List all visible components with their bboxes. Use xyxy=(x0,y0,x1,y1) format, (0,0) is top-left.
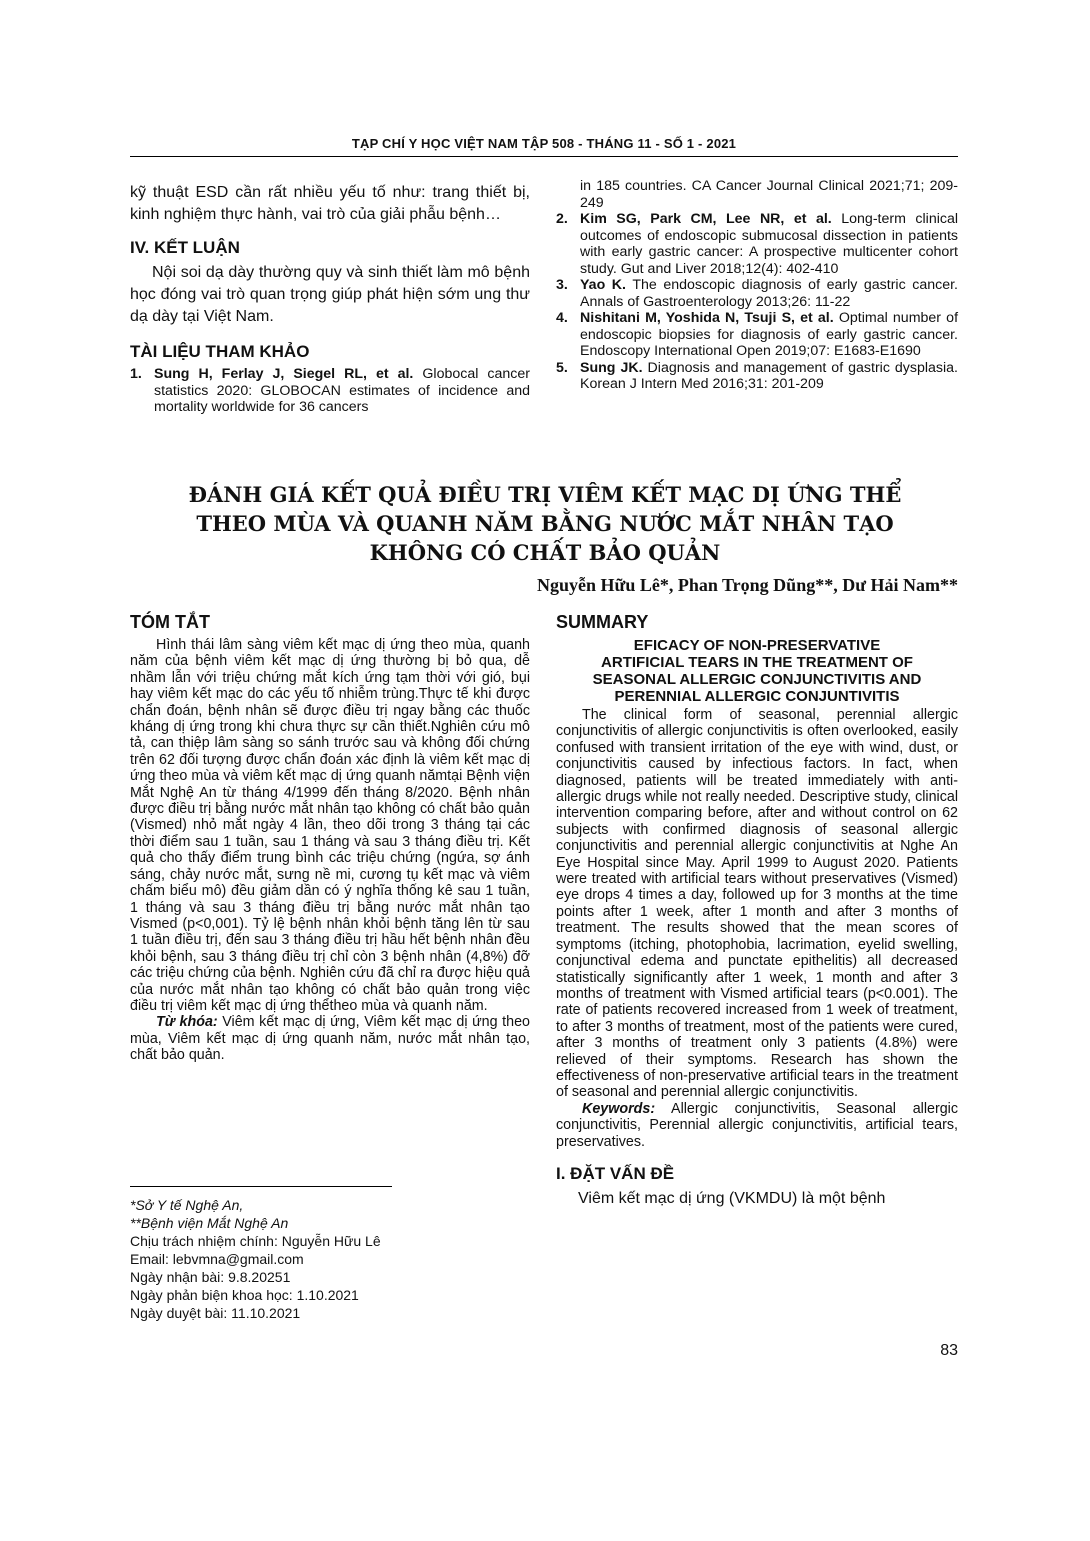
reference-number: 3. xyxy=(556,277,568,293)
summary-title-line: ARTIFICIAL TEARS IN THE TREATMENT OF xyxy=(601,654,913,671)
reference-number: 1. xyxy=(130,366,142,382)
reference-number: 5. xyxy=(556,359,568,376)
summary-heading: SUMMARY xyxy=(556,612,649,632)
prev-article-intro-text: kỹ thuật ESD cần rất nhiều yếu tố như: trang thiết bị, kinh nghiệm thực hành, vai trò của giải phẫu bệnh… xyxy=(130,184,530,223)
conclusion-text: Nội soi dạ dày thường quy và sinh thiết làm mô bệnh học đóng vai trò quan trọng giúp phát hiện sớm ung thư dạ dày tại Việt Nam. xyxy=(130,264,530,325)
keywords-label: Keywords: xyxy=(582,1100,656,1117)
reference-text: Globocal cancer statistics 2020: GLOBOCAN estimates of incidence and mortality worldwide for 36 cancers xyxy=(154,366,530,415)
abstract-vi-keywords xyxy=(130,1014,530,1063)
abstract-vi-heading: TÓM TẮT xyxy=(130,612,210,632)
date-received: Ngày nhận bài: 9.8.20251 xyxy=(130,1269,291,1285)
reference-continuation: in 185 countries. CA Cancer Journal Clinical 2021;71; 209-249 xyxy=(580,178,958,211)
reference-item xyxy=(556,360,958,393)
reference-list-left xyxy=(130,366,530,416)
summary-title-line: PERENNIAL ALLERGIC CONJUNTIVITIS xyxy=(614,688,900,705)
reference-authors: Kim SG, Park CM, Lee NR, et al. xyxy=(580,211,832,227)
summary-text: The clinical form of seasonal, perennial allergic conjunctivitis of allergic conjunctivitis is often overlooked, easily confused with transient irritation of the eye with wind, dust, or conjunctivitis caused by infectious factors. In fact, when diagnosed, patients will be treated immediately with anti-allergic drugs while not really needed. Descriptive study, clinical intervention comparing before, after and without control on 62 subjects with confirmed diagnosis of seasonal allergic conjunctivitis and perennial allergic conjunctivitis at Nghe An Eye Hospital since May. April 1999 to August 2020. Patients were treated with artificial tears without preservatives (Vismed) eye drops 4 times a day, followed up for 3 months at the time points after 1 week, after 1 month and after 3 months of treatment. The results showed that the mean scores of symptoms (itching, photophobia, lacrimation, eyelid swelling, conjunctival edema and punctate epithelitis) all decreased statistically significantly after 1 week, 1 month and after 3 months of treatment with Vismed artificial tears (p<0.001). The rate of patients recovered increased from 1 week of treatment, to after 3 months of treatment, most of the patients were cured, after 3 months of treatment only 3 patients (4.8%) were relieved of their symptoms. Research has shown the effectiveness of non-preservative artificial tears in the treatment of seasonal and perennial allergic conjunctivitis. xyxy=(556,707,958,1101)
reference-text: The endoscopic diagnosis of early gastric cancer. Annals of Gastroenterology 2013;26: 11-22 xyxy=(580,277,958,310)
date-reviewed: Ngày phản biện khoa học: 1.10.2021 xyxy=(130,1287,359,1303)
reference-number: 4. xyxy=(556,310,568,326)
reference-text: Diagnosis and management of gastric dysplasia. Korean J Intern Med 2016;31: 201-209 xyxy=(580,359,959,392)
reference-item xyxy=(556,310,958,360)
journal-running-head: TẠP CHÍ Y HỌC VIỆT NAM TẬP 508 - THÁNG 11 - SỐ 1 - 2021 xyxy=(351,136,737,151)
intro-text: Viêm kết mạc dị ứng (VKMDU) là một bệnh xyxy=(578,1189,886,1207)
article-title-line: ĐÁNH GIÁ KẾT QUẢ ĐIỀU TRỊ VIÊM KẾT MẠC DỊ ỨNG THỂ xyxy=(188,482,902,507)
conclusion-heading: IV. KẾT LUẬN xyxy=(130,238,240,257)
footnote-rule xyxy=(130,1186,392,1187)
footnotes xyxy=(130,1196,530,1322)
summary-title-line: SEASONAL ALLERGIC CONJUNCTIVITIS AND xyxy=(592,671,922,688)
abstract-vi-column xyxy=(130,612,530,1064)
reference-authors: Yao K. xyxy=(580,277,626,293)
prev-article-left-column xyxy=(130,182,530,416)
article-authors: Nguyễn Hữu Lê*, Phan Trọng Dũng**, Dư Hải Nam** xyxy=(537,575,958,595)
article-title-line: THEO MÙA VÀ QUANH NĂM BẰNG NƯỚC MẮT NHÂN TẠO xyxy=(196,511,894,536)
reference-authors: Sung H, Ferlay J, Siegel RL, et al. xyxy=(154,366,414,382)
article-title xyxy=(150,480,940,567)
summary-title xyxy=(556,637,958,705)
reference-item xyxy=(130,366,530,416)
summary-keywords xyxy=(556,1101,958,1150)
affiliation-1: *Sở Y tế Nghệ An, xyxy=(130,1197,244,1213)
reference-text: Optimal number of endoscopic biopsies for diagnosis of early gastric cancer. Endoscopy International Open 2019;07: E1683-E1690 xyxy=(580,310,959,359)
corresponding-author: Chịu trách nhiệm chính: Nguyễn Hữu Lê xyxy=(130,1233,381,1249)
reference-authors: Sung JK. xyxy=(580,359,643,376)
abstract-en-column xyxy=(556,612,958,1210)
keywords-text: Allergic conjunctivitis, Seasonal allergic conjunctivitis, Perennial allergic conjunctivitis, artificial tears, preservatives. xyxy=(556,1100,958,1150)
reference-text: Long-term clinical outcomes of endoscopic submucosal dissection in patients with early gastric cancer: A prospective multicenter cohort study. Gut and Liver 2018;12(4): 402-410 xyxy=(580,211,958,277)
page-number: 83 xyxy=(940,1342,958,1359)
keywords-text: Viêm kết mạc dị ứng, Viêm kết mạc dị ứng theo mùa, Viêm kết mạc dị ứng quanh năm, nước mắt nhân tạo, chất bảo quản. xyxy=(130,1014,530,1064)
reference-item xyxy=(556,211,958,277)
prev-article-right-column xyxy=(556,178,958,393)
reference-authors: Nishitani M, Yoshida N, Tsuji S, et al. xyxy=(580,310,834,326)
references-heading: TÀI LIỆU THAM KHẢO xyxy=(130,342,310,361)
header-rule xyxy=(130,156,958,157)
date-accepted: Ngày duyệt bài: 11.10.2021 xyxy=(130,1305,301,1321)
abstract-vi-text: Hình thái lâm sàng viêm kết mạc dị ứng theo mùa, quanh năm của bệnh viêm kết mạc dị ứng thường bị bỏ qua, dễ nhầm lẫn với triệu chứng mắt kích ứng tạm thời với gió, bụi hay viêm kết mạc do các yếu tố nhiễm trùng.Thực tế khi được chẩn đoán, bệnh nhân sẽ được điều trị ngay bằng các thuốc kháng dị ứng trong khi chưa thực sự cần thiết.Nghiên cứu mô tả, can thiệp lâm sàng so sánh trước sau và không đối chứng trên 62 đối tượng được chẩn đoán xác định là viêm kết mạc dị ứng theo mùa và viêm kết mạc dị ứng quanh nămtại Bệnh viện Mắt Nghệ An từ tháng 4/1999 đến tháng 8/2020. Bệnh nhân được điều trị bằng nước mắt nhân tạo không có chất bảo quản (Vismed) nhỏ mắt ngày 4 lần, theo dõi trong 3 tháng tại các thời điểm sau 1 tuần, sau 1 tháng và sau 3 tháng điều trị. Kết quả cho thấy điểm trung bình các triệu chứng (ngứa, sợ ánh sáng, chảy nước mắt, sưng nề mi, cương tụ kết mạc và viêm chấm biểu mô) đều giảm dần có ý nghĩa thống kê sau 1 tuần, 1 tháng và sau 3 tháng điều trị bằng nước mắt nhân tạo Vismed (p<0,001). Tỷ lệ bệnh nhân khỏi bệnh tăng lên từ sau 1 tuần điều trị, đến sau 3 tháng điều trị hầu hết bệnh nhân đều khỏi bệnh, sau 3 tháng điều trị chỉ còn 3 bệnh nhân (4,8%) đỡ các triệu chứng của bệnh. Nghiên cứu đã chỉ ra được hiệu quả của nước mắt nhân tạo không có chất bảo quản trong việc điều trị viêm kết mạc dị ứng thểtheo mùa và quanh năm. xyxy=(130,637,530,1014)
reference-number: 2. xyxy=(556,211,568,227)
keywords-label: Từ khóa: xyxy=(156,1014,218,1031)
affiliation-2: **Bệnh viện Mắt Nghệ An xyxy=(130,1215,289,1231)
intro-heading: I. ĐẶT VẤN ĐỀ xyxy=(556,1163,675,1183)
email: Email: lebvmna@gmail.com xyxy=(130,1251,304,1267)
summary-title-line: EFICACY OF NON-PRESERVATIVE xyxy=(633,637,881,654)
reference-item xyxy=(556,277,958,310)
article-title-line: KHÔNG CÓ CHẤT BẢO QUẢN xyxy=(369,540,721,565)
